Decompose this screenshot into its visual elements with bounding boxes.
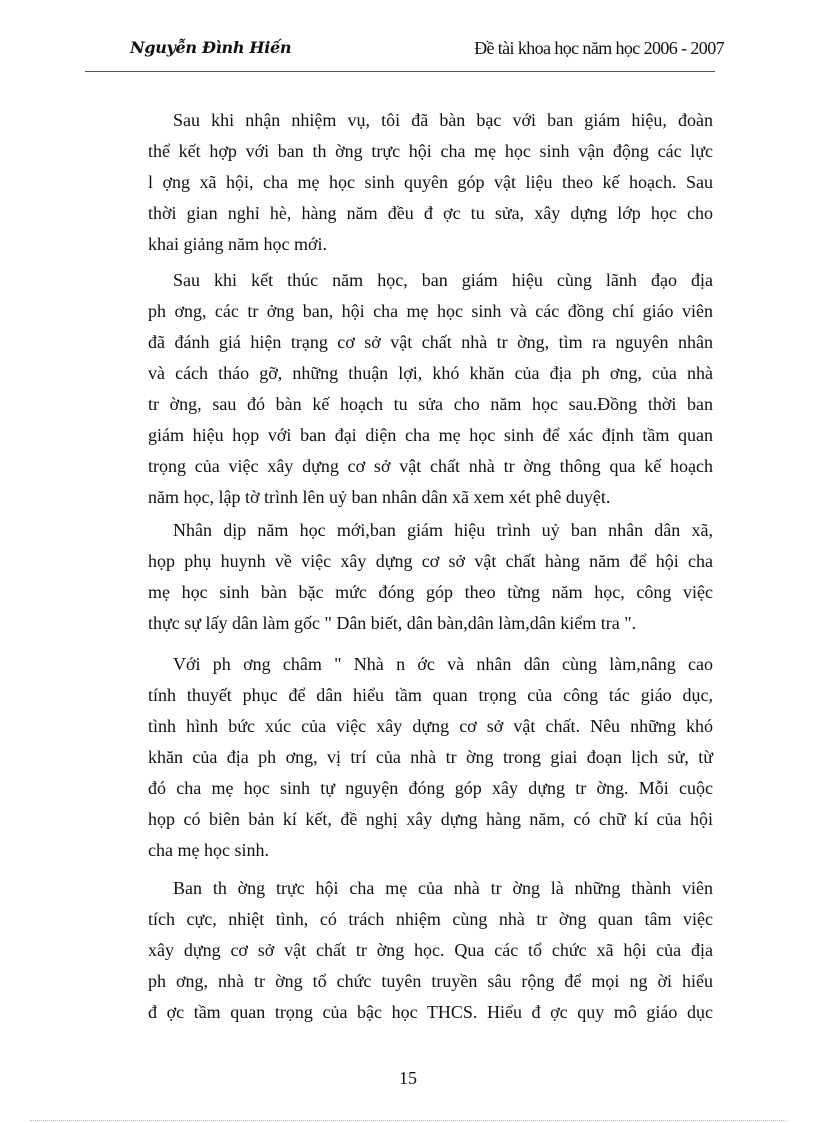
text-line: và cách tháo gỡ, những thuận lợi, khó khăn của địa ph ơng, của nhà: [148, 363, 713, 383]
text-line: tr ờng, sau đó bàn kế hoạch tu sửa cho năm học sau.Đồng thời ban: [148, 394, 713, 414]
header-divider: [85, 71, 715, 72]
text-line: thời gian nghỉ hè, hàng năm đều đ ợc tu sửa, xây dựng lớp học cho: [148, 203, 713, 223]
text-line: mẹ học sinh bàn bặc mức đóng góp theo từng năm học, công việc: [148, 582, 713, 602]
text-line: tích cực, nhiệt tình, có trách nhiệm cùng nhà tr ờng quan tâm việc: [148, 909, 713, 929]
text-line: Với ph ơng châm " Nhà n ớc và nhân dân cùng làm,nâng cao: [173, 654, 713, 674]
text-line: năm học, lập tờ trình lên uỷ ban nhân dân xã xem xét phê duyệt.: [148, 487, 611, 507]
text-line: đ ợc tầm quan trọng của bậc học THCS. Hiểu đ ợc quy mô giáo dục: [148, 1002, 713, 1022]
text-line: l ợng xã hội, cha mẹ học sinh quyên góp vật liệu theo kế hoạch. Sau: [148, 172, 713, 192]
page-bottom-divider: [30, 1120, 786, 1121]
text-line: ph ơng, nhà tr ờng tổ chức tuyên truyền sâu rộng để mọi ng ời hiểu: [148, 971, 713, 991]
text-line: ph ơng, các tr ởng ban, hội cha mẹ học sinh và các đồng chí giáo viên: [148, 301, 713, 321]
header-title: Đề tài khoa học năm học 2006 - 2007: [474, 38, 724, 58]
text-line: họp có biên bản kí kết, đề nghị xây dựng hàng năm, có chữ kí của hội: [148, 809, 713, 829]
paragraph: [148, 649, 713, 866]
text-line: Sau khi nhận nhiệm vụ, tôi đã bàn bạc với ban giám hiệu, đoàn: [173, 110, 713, 130]
text-line: đã đánh giá hiện trạng cơ sở vật chất nhà tr ờng, tìm ra nguyên nhân: [148, 332, 713, 352]
paragraph: [148, 105, 713, 260]
text-line: họp phụ huynh về việc xây dựng cơ sở vật chất hàng năm để hội cha: [148, 551, 713, 571]
paragraph: [148, 265, 713, 513]
text-line: đó cha mẹ học sinh tự nguyện đóng góp xây dựng tr ờng. Mỗi cuộc: [148, 778, 713, 798]
text-line: giám hiệu họp với ban đại diện cha mẹ học sinh để xác định tầm quan: [148, 425, 713, 445]
text-line: Ban th ờng trực hội cha mẹ của nhà tr ờng là những thành viên: [173, 878, 713, 898]
text-line: tính thuyết phục để dân hiểu tầm quan trọng của công tác giáo dục,: [148, 685, 713, 705]
text-line: khăn của địa ph ơng, vị trí của nhà tr ờng trong giai đoạn lịch sử, từ: [148, 747, 713, 767]
text-line: cha mẹ học sinh.: [148, 840, 269, 860]
text-line: trọng của việc xây dựng cơ sở vật chất nhà tr ờng thông qua kế hoạch: [148, 456, 713, 476]
header-author: Nguyễn Đình Hiến: [130, 38, 292, 57]
text-line: khai giảng năm học mới.: [148, 234, 327, 254]
paragraph: [148, 515, 713, 639]
text-line: xây dựng cơ sở vật chất tr ờng học. Qua các tổ chức xã hội của địa: [148, 940, 713, 960]
text-line: thể kết hợp với ban th ờng trực hội cha mẹ học sinh vận động các lực: [148, 141, 713, 161]
text-line: tình hình bức xúc của việc xây dựng cơ sở vật chất. Nêu những khó: [148, 716, 713, 736]
paragraph: [148, 873, 713, 1028]
text-line: Nhân dịp năm học mới,ban giám hiệu trình uỷ ban nhân dân xã,: [173, 520, 713, 540]
text-line: Sau khi kết thúc năm học, ban giám hiệu cùng lãnh đạo địa: [173, 270, 713, 290]
page-number: 15: [399, 1068, 417, 1088]
text-line: thực sự lấy dân làm gốc " Dân biết, dân bàn,dân làm,dân kiểm tra ".: [148, 613, 637, 633]
